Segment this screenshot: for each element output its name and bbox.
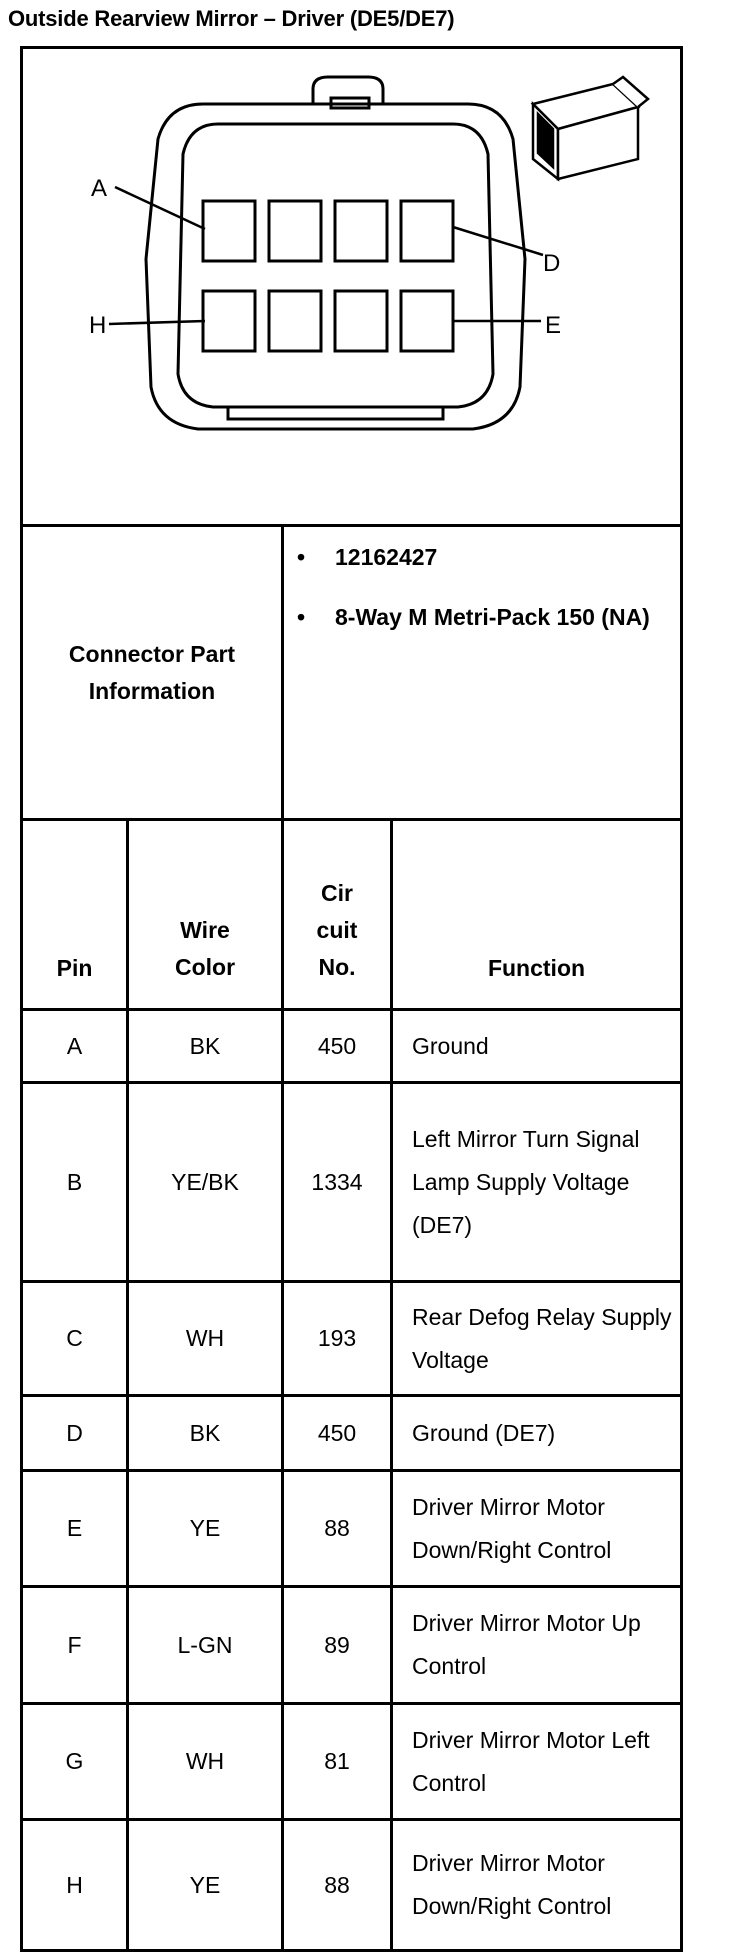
connector-info-label: [23, 527, 281, 818]
cell-pin: C: [66, 1325, 83, 1351]
cell-function: Driver Mirror Motor Left Control: [412, 1726, 650, 1796]
rule-info-bottom: [20, 818, 683, 821]
header-wire-line1: Wire: [180, 917, 230, 943]
cell-pin: D: [66, 1419, 83, 1446]
connector-part-number: 12162427: [335, 544, 438, 570]
cell-pin: E: [66, 1515, 83, 1541]
cell-wire-color: BK: [189, 1032, 221, 1059]
cell-circuit-number: 450: [317, 1419, 357, 1446]
cell-pin: G: [65, 1748, 84, 1774]
pin-label-e: E: [545, 312, 562, 339]
pin-label-d: D: [543, 250, 561, 277]
cell-circuit-number: 88: [324, 1515, 350, 1541]
cell-wire-color: WH: [185, 1748, 225, 1774]
cell-pin: H: [66, 1871, 83, 1898]
cell-function: Ground (DE7): [412, 1419, 556, 1446]
rule-col-function-left: [390, 818, 393, 1952]
connector-description: 8-Way M Metri-Pack 150 (NA): [335, 604, 650, 630]
header-cir-line1: Cir: [321, 880, 353, 906]
header-wire-color: [129, 912, 281, 986]
header-cir-line2: cuit: [316, 917, 358, 943]
cell-wire-color: YE: [189, 1515, 221, 1541]
header-wire-line2: Color: [174, 954, 236, 980]
header-function: Function: [487, 955, 586, 981]
cell-circuit-number: 1334: [311, 1168, 363, 1195]
bullet-icon: •: [297, 544, 306, 570]
cell-function: Driver Mirror Motor Down/Right Control: [412, 1850, 612, 1919]
cell-pin: F: [67, 1631, 82, 1658]
cell-wire-color: YE: [189, 1871, 221, 1898]
cell-pin: B: [66, 1168, 83, 1195]
cell-function: Ground: [412, 1032, 489, 1059]
cell-circuit-number: 81: [324, 1748, 350, 1774]
header-circuit-no: [284, 875, 390, 986]
cell-circuit-number: 89: [324, 1631, 350, 1658]
header-pin: Pin: [56, 955, 93, 981]
connector-diagram: [23, 49, 680, 523]
cell-function: Left Mirror Turn Signal Lamp Supply Voltage (DE7): [412, 1125, 640, 1238]
cell-circuit-number: 193: [317, 1325, 357, 1351]
cell-circuit-number: 88: [324, 1871, 350, 1898]
connector-info-values: [297, 540, 677, 634]
connector-info-label-line1: Connector Part: [68, 640, 236, 667]
header-cir-line3: No.: [318, 954, 356, 980]
cell-circuit-number: 450: [317, 1032, 357, 1059]
rule-row-h: [20, 1949, 683, 1952]
cell-pin: A: [66, 1032, 83, 1059]
pin-label-h: H: [89, 312, 107, 339]
page-title: Outside Rearview Mirror – Driver (DE5/DE7): [8, 6, 455, 31]
cell-wire-color: WH: [185, 1325, 225, 1351]
cell-wire-color: L-GN: [177, 1631, 233, 1658]
cell-function: Driver Mirror Motor Down/Right Control: [412, 1493, 612, 1563]
pin-label-a: A: [91, 175, 108, 202]
connector-plug-illustration: [533, 49, 648, 179]
cell-function: Rear Defog Relay Supply Voltage: [412, 1303, 672, 1373]
cell-wire-color: BK: [189, 1419, 221, 1446]
connector-info-label-line2: Information: [88, 677, 216, 704]
bullet-icon: •: [297, 604, 306, 630]
cell-function: Driver Mirror Motor Up Control: [412, 1610, 641, 1679]
cell-wire-color: YE/BK: [171, 1168, 239, 1195]
